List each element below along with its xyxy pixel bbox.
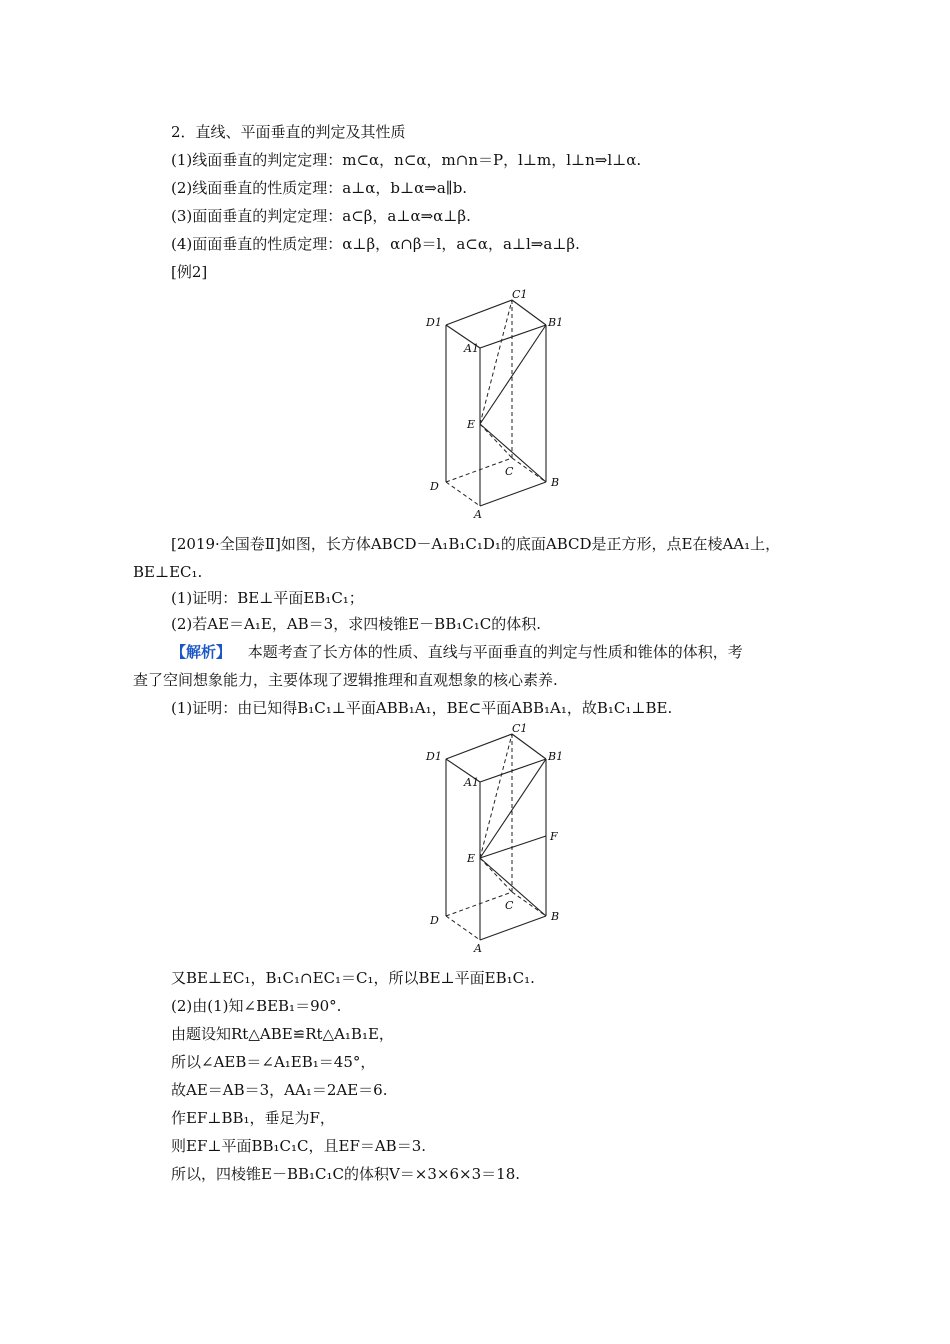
solution-line-5: 故AE＝AB＝3，AA₁＝2AE＝6. [171, 1081, 388, 1099]
label-A1: A1 [464, 776, 479, 789]
hidden-edge-DA [446, 916, 480, 940]
label-C1: C1 [512, 288, 528, 301]
theorem-2: (2)线面垂直的性质定理：a⊥α，b⊥α⇒a∥b. [171, 179, 468, 197]
problem-question-2: (2)若AE＝A₁E，AB＝3，求四棱锥E－BB₁C₁C的体积. [171, 615, 541, 633]
label-E: E [467, 852, 476, 865]
edge-B1A1 [480, 325, 546, 348]
section-heading: 2．直线、平面垂直的判定及其性质 [171, 123, 406, 141]
hidden-segment-EC1 [480, 734, 512, 858]
theorem-1: (1)线面垂直的判定定理：m⊂α，n⊂α，m∩n＝P，l⊥m，l⊥n⇒l⊥α. [171, 151, 642, 169]
theorem-3: (3)面面垂直的判定定理：a⊂β，a⊥α⇒α⊥β. [171, 207, 471, 225]
cuboid-figure-1 [420, 288, 570, 520]
hidden-edge-CB [512, 892, 546, 916]
label-D: D [430, 914, 439, 927]
solution-line-7: 则EF⊥平面BB₁C₁C，且EF＝AB＝3. [171, 1137, 427, 1155]
analysis-first-line [171, 642, 743, 662]
solution-line-6: 作EF⊥BB₁，垂足为F， [171, 1109, 335, 1127]
segment-EB1 [480, 325, 546, 424]
cuboid-figure-2 [420, 722, 570, 954]
hidden-edge-CB [512, 458, 546, 482]
segment-EB1 [480, 759, 546, 858]
label-E: E [467, 418, 476, 431]
edge-B1A1 [480, 759, 546, 782]
label-C1: C1 [512, 722, 528, 735]
solution-line-8: 所以，四棱锥E－BB₁C₁C的体积V＝×3×6×3＝18. [171, 1165, 521, 1183]
problem-question-1: (1)证明：BE⊥平面EB₁C₁； [171, 589, 364, 607]
label-F: F [550, 830, 558, 843]
label-D: D [430, 480, 439, 493]
segment-EF [480, 836, 546, 858]
problem-line-1: [2019·全国卷Ⅱ]如图，长方体ABCD－A₁B₁C₁D₁的底面ABCD是正方形，点E在棱AA₁上， [171, 535, 781, 553]
solution-line-3: 由题设知Rt△ABE≌Rt△A₁B₁E， [171, 1025, 394, 1043]
label-D1: D1 [426, 750, 442, 763]
label-B1: B1 [548, 316, 564, 329]
label-C: C [505, 899, 514, 912]
hidden-segment-EC [480, 858, 512, 892]
label-B1: B1 [548, 750, 564, 763]
label-C: C [505, 465, 514, 478]
hidden-segment-EC1 [480, 300, 512, 424]
label-A1: A1 [464, 342, 479, 355]
edge-C1B1 [512, 300, 546, 325]
hidden-edge-DC [446, 892, 512, 916]
edge-AB [480, 482, 546, 506]
label-A: A [474, 508, 482, 520]
label-D1: D1 [426, 316, 442, 329]
analysis-tag: 【解析】 [171, 643, 232, 661]
theorem-4: (4)面面垂直的性质定理：α⊥β，α∩β＝l，a⊂α，a⊥l⇒a⊥β. [171, 235, 580, 253]
proof-part-1: (1)证明：由已知得B₁C₁⊥平面ABB₁A₁，BE⊂平面ABB₁A₁，故B₁C₁⊥BE. [171, 699, 673, 717]
label-A: A [474, 942, 482, 954]
analysis-text-1: 本题考查了长方体的性质、直线与平面垂直的判定与性质和锥体的体积，考 [247, 643, 743, 661]
solution-line-4: 所以∠AEB＝∠A₁EB₁＝45°， [171, 1053, 376, 1071]
edge-D1C1 [446, 734, 512, 759]
edge-C1B1 [512, 734, 546, 759]
problem-line-2: BE⊥EC₁. [133, 563, 203, 581]
edge-AB [480, 916, 546, 940]
analysis-text-2: 查了空间想象能力，主要体现了逻辑推理和直观想象的核心素养. [133, 671, 558, 689]
label-B: B [551, 910, 560, 923]
hidden-edge-DC [446, 458, 512, 482]
solution-line-1: 又BE⊥EC₁，B₁C₁∩EC₁＝C₁，所以BE⊥平面EB₁C₁. [171, 969, 535, 987]
hidden-edge-DA [446, 482, 480, 506]
example-label: [例2] [171, 263, 208, 281]
solution-line-2: (2)由(1)知∠BEB₁＝90°. [171, 997, 342, 1015]
hidden-segment-EC [480, 424, 512, 458]
edge-D1C1 [446, 300, 512, 325]
label-B: B [551, 476, 560, 489]
